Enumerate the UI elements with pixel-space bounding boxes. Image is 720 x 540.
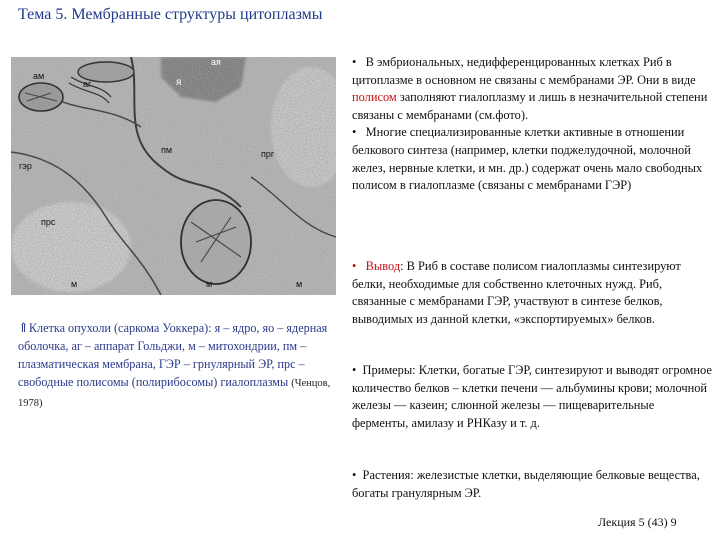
label-m3: м — [296, 279, 303, 289]
conclusion-text: : В Риб в составе полисом гиалоплазмы синтезируют белки, необходимые для собственно клеточных нужд. Риб, связанные с мембранами ГЭР, участвуют в синтезе белков, выводимых из данной клетки, «экспортируемых» белков. — [352, 259, 681, 326]
slide-title: Тема 5. Мембранные структуры цитоплазмы — [18, 6, 323, 23]
p1-text-a: В эмбриональных, недифференцированных клетках Риб в цитоплазме в основном не связаны с мембранами ЭР. Они в виде — [352, 55, 696, 87]
label-prs: прс — [41, 217, 56, 227]
polysome-highlight: полисом — [352, 90, 397, 105]
paragraph-plants — [352, 467, 712, 502]
paragraph-conclusion — [352, 258, 712, 328]
bullet: • — [352, 55, 357, 69]
examples-text: Примеры: Клетки, богатые ГЭР, синтезируют и выводят огромное количество белков – клетки печени — альбумины крови; молочной железы — казеин; слюнной железы — пищеварительные ферменты, амилазу и РНКазу и т. д. — [352, 363, 712, 430]
label-ag: аг — [83, 79, 92, 89]
label-m2: м — [206, 279, 213, 289]
p1-text-b: заполняют гиалоплазму и лишь в незначительной степени связаны с мембранами (см.фото). — [352, 90, 708, 122]
figure-caption — [18, 319, 338, 413]
micrograph-image — [11, 57, 336, 295]
label-m1: м — [71, 279, 78, 289]
bullet: • — [352, 468, 357, 482]
conclusion-label: Вывод — [365, 259, 401, 273]
up-arrow-icon: ⇑ — [18, 320, 29, 335]
caption-citation: (Ченцов, 1978) — [18, 378, 331, 409]
plants-text: Растения: железистые клетки, выделяющие белковые вещества, богаты гранулярным ЭР. — [352, 468, 700, 500]
bullet: • — [352, 259, 357, 273]
label-ya: я — [176, 77, 182, 88]
slide-footer: Лекция 5 (43) 9 — [598, 515, 677, 529]
bullet: • — [352, 363, 357, 377]
label-am: ам — [33, 71, 45, 81]
label-pm: пм — [161, 145, 173, 155]
p2-text: Многие специализированные клетки активные в отношении белкового синтеза (например, клетки поджелудочной, молочной желез, нервные клетки, и мн. др.) содержат очень мало свободных полисом в гиалоплазме (связаны с мембранами ГЭР) — [352, 125, 703, 193]
bullet: • — [352, 125, 357, 140]
caption-text: Клетка опухоли (саркома Уоккера): я – ядро, яо – ядерная оболочка, аг – аппарат Гольджи, м – митохондрии, пм – плазматическая мембрана, ГЭР – грнулярный ЭР, прс – свободные полисомы (полирибосомы) гиалоплазмы — [18, 321, 328, 389]
label-ger: гэр — [19, 161, 32, 171]
label-prg: прг — [261, 149, 275, 159]
paragraph-examples — [352, 362, 712, 432]
paragraph-embryonic — [352, 54, 712, 195]
label-yao: ая — [211, 57, 221, 67]
electron-micrograph — [11, 57, 336, 295]
